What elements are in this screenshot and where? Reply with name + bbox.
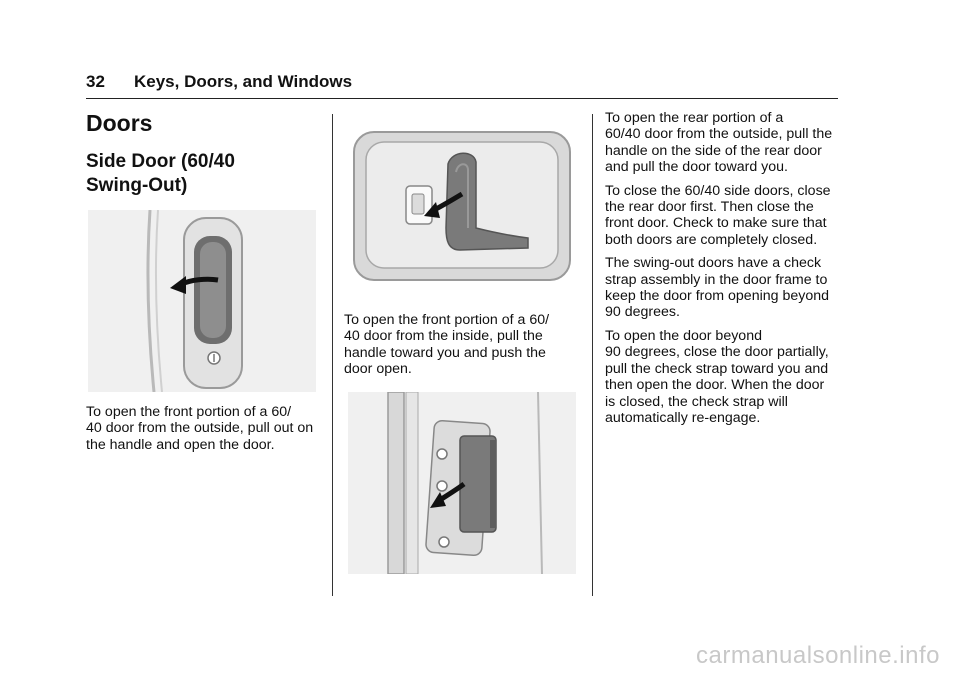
text-line: front door. Check to make sure that [605, 215, 827, 232]
watermark: carmanualsonline.info [696, 642, 940, 669]
inside-handle-illustration [352, 128, 572, 284]
text-line: and pull the door toward you. [605, 159, 788, 176]
text-line: pull the check strap toward you and [605, 360, 829, 377]
caption-line: the handle and open the door. [86, 436, 275, 453]
outside-handle-illustration [88, 210, 316, 392]
page-header [86, 72, 838, 98]
check-strap-illustration [348, 392, 576, 574]
subsection-title-line: Side Door (60/40 [86, 151, 235, 172]
caption-line: 40 door from the inside, pull the [344, 328, 543, 345]
paragraph [605, 183, 841, 249]
text-line: keep the door from opening beyond [605, 288, 830, 305]
chapter-title: Keys, Doors, and Windows [134, 72, 353, 91]
text-line: To open the rear portion of a [605, 110, 784, 126]
paragraph [605, 110, 841, 176]
text-line: The swing-out doors have a check [605, 255, 822, 272]
caption-line: handle toward you and push the [344, 344, 546, 361]
text-line: 60/40 door from the outside, pull the [605, 126, 833, 143]
text-line: both doors are completely closed. [605, 231, 818, 248]
section-title: Doors [86, 110, 153, 136]
text-line: To close the 60/40 side doors, close [605, 182, 831, 199]
column-divider [332, 114, 333, 596]
caption-line: To open the front portion of a 60/ [86, 404, 292, 420]
text-line: then open the door. When the door [605, 377, 825, 394]
text-line: the rear door first. Then close the [605, 199, 814, 216]
header-rule [86, 98, 838, 99]
column-3-text [605, 110, 841, 433]
caption-line: door open. [344, 361, 412, 378]
text-line: handle on the side of the rear door [605, 142, 822, 159]
text-line: 90 degrees. [605, 304, 680, 321]
subsection-title [86, 150, 235, 198]
paragraph [605, 255, 841, 321]
page-number: 32 [86, 72, 105, 91]
text-line: To open the door beyond [605, 327, 762, 344]
paragraph [605, 328, 841, 426]
caption-line: To open the front portion of a 60/ [344, 312, 550, 328]
subsection-title-line: Swing-Out) [86, 175, 188, 196]
text-line: strap assembly in the door frame to [605, 271, 828, 288]
column-divider [592, 114, 593, 596]
column-2-text [344, 312, 580, 378]
column-1-text [86, 404, 322, 453]
text-line: is closed, the check strap will [605, 393, 788, 410]
text-line: automatically re-engage. [605, 409, 761, 426]
text-line: 90 degrees, close the door partially, [605, 344, 829, 361]
caption-line: 40 door from the outside, pull out on [86, 420, 314, 437]
